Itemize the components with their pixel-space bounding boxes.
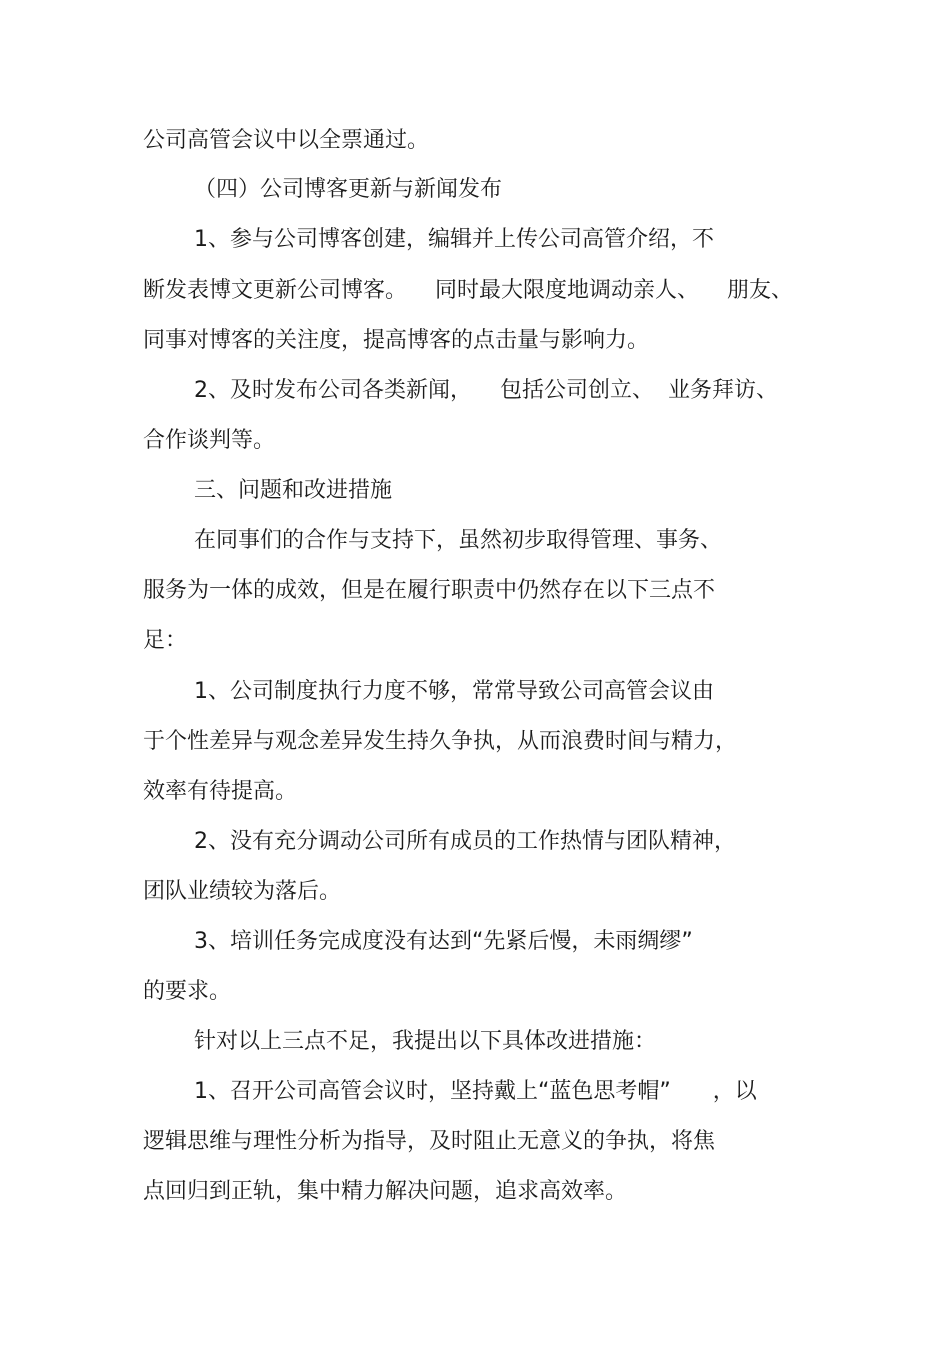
text-line: 点回归到正轨，集中精力解决问题，追求高效率。 (143, 1179, 628, 1204)
text-line: 于个性差异与观念差异发生持久争执，从而浪费时间与精力， (143, 729, 738, 754)
text-line: 合作谈判等。 (143, 428, 276, 453)
text-line: 2、没有充分调动公司所有成员的工作热情与团队精神， (194, 829, 736, 854)
text-line: 针对以上三点不足，我提出以下具体改进措施： (194, 1029, 657, 1054)
text-line: 公司高管会议中以全票通过。 (143, 128, 430, 153)
text-line: 同事对博客的关注度，提高博客的点击量与影响力。 (143, 328, 650, 353)
text-line: 服务为一体的成效，但是在履行职责中仍然存在以下三点不 (143, 578, 716, 603)
text-line: 团队业绩较为落后。 (143, 879, 342, 904)
section-heading: （四）公司博客更新与新闻发布 (194, 177, 503, 202)
section-heading: 三、问题和改进措施 (194, 478, 393, 503)
text-line: 2、及时发布公司各类新闻， 包括公司创立、 业务拜访、 (194, 378, 778, 403)
text-line: 效率有待提高。 (143, 779, 298, 804)
text-line: 1、召开公司高管会议时，坚持戴上“蓝色思考帽” ，以 (194, 1079, 757, 1104)
text-line: 逻辑思维与理性分析为指导，及时阻止无意义的争执，将焦 (143, 1129, 716, 1154)
text-line: 在同事们的合作与支持下，虽然初步取得管理、事务、 (194, 528, 723, 553)
text-line: 足： (143, 628, 188, 653)
text-line: 1、参与公司博客创建，编辑并上传公司高管介绍，不 (194, 227, 714, 252)
text-line: 的要求。 (143, 979, 232, 1004)
text-line: 断发表博文更新公司博客。 同时最大限度地调动亲人、 朋友、 (143, 278, 793, 303)
text-line: 1、公司制度执行力度不够，常常导致公司高管会议由 (194, 679, 714, 704)
text-line: 3、培训任务完成度没有达到“先紧后慢，未雨绸缪” (194, 929, 693, 954)
